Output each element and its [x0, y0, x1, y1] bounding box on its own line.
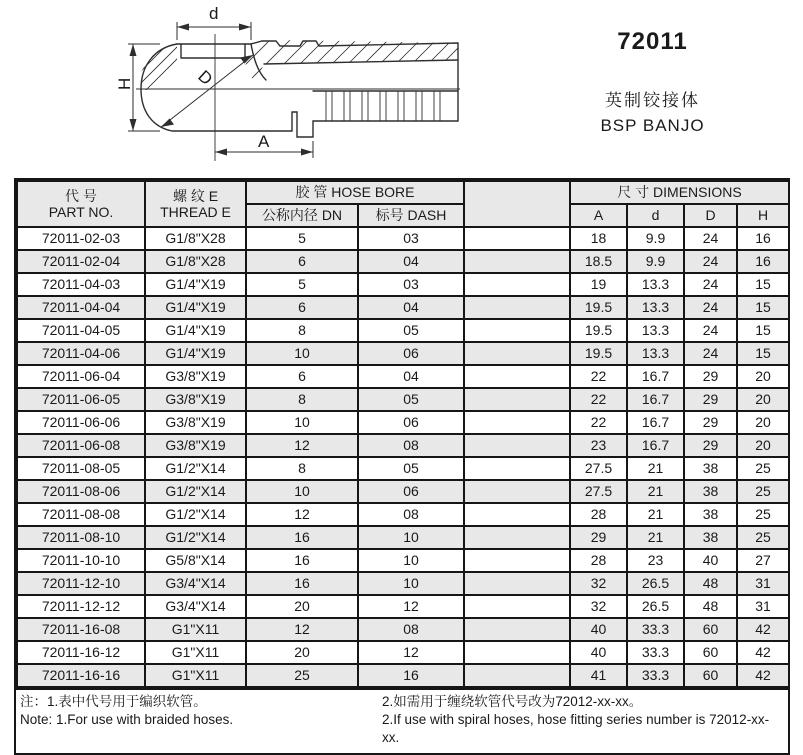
- table-row: [17, 503, 789, 526]
- table-cell-dn: 25: [246, 664, 358, 687]
- table-cell-H: 20: [737, 388, 789, 411]
- table-cell-d: 26.5: [627, 595, 684, 618]
- footnote-cn-2: 2.如需用于缠绕软管代号改为72012-xx-xx。: [382, 694, 643, 709]
- table-cell-H: 42: [737, 618, 789, 641]
- table-row: [17, 457, 789, 480]
- table-cell-thread: G3/4"X14: [145, 572, 246, 595]
- table-cell-thread: G1/4"X19: [145, 342, 246, 365]
- product-name-cn: 英制铰接体: [605, 91, 700, 110]
- table-row: [17, 434, 789, 457]
- table-cell-d: 9.9: [627, 227, 684, 250]
- table-cell-dn: 16: [246, 572, 358, 595]
- table-cell-dn: 8: [246, 457, 358, 480]
- table-cell-A: 41: [570, 664, 627, 687]
- table-cell-part: 72011-16-08: [17, 618, 145, 641]
- dim-label-D: D: [194, 66, 217, 89]
- table-cell-thread: G1/2"X14: [145, 503, 246, 526]
- table-cell-dash: 10: [358, 572, 464, 595]
- table-cell-dn: 20: [246, 641, 358, 664]
- table-cell-thread: G3/4"X14: [145, 595, 246, 618]
- table-cell-A: 19.5: [570, 296, 627, 319]
- col-header-dash: 标号 DASH: [358, 204, 464, 227]
- table-cell-d: 33.3: [627, 618, 684, 641]
- table-cell-A: 22: [570, 411, 627, 434]
- col-header-thread-cn: 螺 纹 E: [172, 187, 219, 204]
- table-cell-dn: 10: [246, 480, 358, 503]
- table-cell-dash: 04: [358, 250, 464, 273]
- table-body: [17, 227, 789, 687]
- table-row: [17, 411, 789, 434]
- table-cell-H: 42: [737, 664, 789, 687]
- table-cell-A: 22: [570, 388, 627, 411]
- table-row: [17, 319, 789, 342]
- table-cell-H: 25: [737, 503, 789, 526]
- table-cell-part: 72011-16-16: [17, 664, 145, 687]
- col-header-thread-en: THREAD E: [160, 204, 231, 220]
- table-cell-blank: [464, 296, 570, 319]
- table-row: [17, 526, 789, 549]
- table-cell-H: 20: [737, 365, 789, 388]
- table-cell-dash: 05: [358, 319, 464, 342]
- table-cell-dash: 04: [358, 365, 464, 388]
- col-header-d: d: [627, 204, 684, 227]
- col-header-A: A: [570, 204, 627, 227]
- table-cell-dn: 16: [246, 526, 358, 549]
- table-cell-dash: 06: [358, 480, 464, 503]
- table-cell-D: 29: [684, 434, 737, 457]
- table-cell-blank: [464, 434, 570, 457]
- table-cell-D: 24: [684, 273, 737, 296]
- table-cell-d: 33.3: [627, 664, 684, 687]
- table-cell-thread: G3/8"X19: [145, 434, 246, 457]
- table-cell-dn: 8: [246, 388, 358, 411]
- col-header-part-no-en: PART NO.: [48, 204, 114, 220]
- table-cell-part: 72011-04-03: [17, 273, 145, 296]
- table-cell-dn: 12: [246, 618, 358, 641]
- table-cell-d: 13.3: [627, 296, 684, 319]
- table-cell-dash: 10: [358, 526, 464, 549]
- table-row: [17, 342, 789, 365]
- table-cell-blank: [464, 526, 570, 549]
- spec-sheet: [14, 178, 790, 755]
- table-cell-blank: [464, 250, 570, 273]
- table-row: [17, 480, 789, 503]
- table-cell-H: 25: [737, 480, 789, 503]
- table-cell-d: 26.5: [627, 572, 684, 595]
- table-cell-H: 27: [737, 549, 789, 572]
- table-cell-A: 19: [570, 273, 627, 296]
- table-cell-part: 72011-12-10: [17, 572, 145, 595]
- table-cell-dash: 12: [358, 595, 464, 618]
- table-cell-H: 15: [737, 273, 789, 296]
- table-cell-D: 48: [684, 572, 737, 595]
- table-cell-dn: 6: [246, 365, 358, 388]
- table-cell-A: 18: [570, 227, 627, 250]
- table-cell-H: 16: [737, 250, 789, 273]
- title-block: [530, 28, 775, 136]
- table-cell-d: 16.7: [627, 388, 684, 411]
- table-cell-H: 15: [737, 342, 789, 365]
- table-cell-thread: G1"X11: [145, 664, 246, 687]
- table-cell-thread: G1/8"X28: [145, 250, 246, 273]
- col-header-D: D: [684, 204, 737, 227]
- table-cell-d: 21: [627, 480, 684, 503]
- table-cell-d: 21: [627, 526, 684, 549]
- table-cell-part: 72011-10-10: [17, 549, 145, 572]
- table-cell-dn: 5: [246, 227, 358, 250]
- footnote-line-en: [20, 711, 784, 747]
- table-cell-dash: 08: [358, 618, 464, 641]
- table-cell-H: 31: [737, 572, 789, 595]
- series-code: 72011: [617, 28, 688, 55]
- table-cell-blank: [464, 342, 570, 365]
- table-cell-D: 38: [684, 457, 737, 480]
- table-cell-thread: G1/4"X19: [145, 296, 246, 319]
- dim-label-A: A: [258, 132, 270, 151]
- table-cell-H: 20: [737, 411, 789, 434]
- table-cell-thread: G1"X11: [145, 641, 246, 664]
- table-cell-part: 72011-08-08: [17, 503, 145, 526]
- table-cell-A: 23: [570, 434, 627, 457]
- table-cell-part: 72011-16-12: [17, 641, 145, 664]
- col-header-dn: 公称内径 DN: [246, 204, 358, 227]
- table-cell-D: 29: [684, 388, 737, 411]
- table-cell-A: 40: [570, 641, 627, 664]
- col-header-dimensions: 尺 寸 DIMENSIONS: [570, 181, 789, 204]
- table-cell-D: 29: [684, 411, 737, 434]
- table-cell-A: 28: [570, 549, 627, 572]
- table-row: [17, 365, 789, 388]
- table-cell-part: 72011-06-08: [17, 434, 145, 457]
- table-cell-part: 72011-04-06: [17, 342, 145, 365]
- table-cell-blank: [464, 411, 570, 434]
- table-cell-dash: 05: [358, 388, 464, 411]
- footnote-en-2: 2.If use with spiral hoses, hose fitting series number is 72012-xx-xx.: [382, 712, 770, 746]
- table-cell-D: 60: [684, 641, 737, 664]
- table-cell-D: 40: [684, 549, 737, 572]
- table-cell-dash: 10: [358, 549, 464, 572]
- table-cell-D: 24: [684, 319, 737, 342]
- product-name-en: BSP BANJO: [600, 116, 705, 135]
- table-cell-dn: 6: [246, 296, 358, 319]
- table-cell-d: 13.3: [627, 273, 684, 296]
- table-cell-thread: G1/2"X14: [145, 526, 246, 549]
- table-cell-dash: 05: [358, 457, 464, 480]
- col-header-blank: [464, 181, 570, 227]
- table-cell-dn: 6: [246, 250, 358, 273]
- table-cell-thread: G5/8"X14: [145, 549, 246, 572]
- table-cell-A: 22: [570, 365, 627, 388]
- table-cell-part: 72011-08-05: [17, 457, 145, 480]
- table-cell-d: 13.3: [627, 342, 684, 365]
- table-cell-H: 20: [737, 434, 789, 457]
- table-cell-dn: 12: [246, 434, 358, 457]
- table-cell-part: 72011-08-06: [17, 480, 145, 503]
- table-cell-dash: 16: [358, 664, 464, 687]
- table-cell-part: 72011-04-05: [17, 319, 145, 342]
- table-cell-D: 24: [684, 227, 737, 250]
- table-cell-D: 24: [684, 250, 737, 273]
- table-cell-dn: 10: [246, 411, 358, 434]
- table-cell-dn: 16: [246, 549, 358, 572]
- col-header-part-no-cn: 代 号: [65, 187, 97, 204]
- table-cell-blank: [464, 227, 570, 250]
- table-cell-D: 60: [684, 664, 737, 687]
- table-cell-dn: 10: [246, 342, 358, 365]
- table-row: [17, 388, 789, 411]
- footnote-en-1: Note: 1.For use with braided hoses.: [20, 712, 234, 728]
- table-cell-part: 72011-06-05: [17, 388, 145, 411]
- table-cell-dn: 8: [246, 319, 358, 342]
- table-cell-thread: G3/8"X19: [145, 411, 246, 434]
- footnote-cn-1: 注：1.表中代号用于编织软管。: [20, 694, 207, 709]
- table-cell-part: 72011-04-04: [17, 296, 145, 319]
- table-cell-d: 33.3: [627, 641, 684, 664]
- dim-label-H: H: [115, 77, 134, 90]
- table-cell-D: 60: [684, 618, 737, 641]
- table-cell-blank: [464, 549, 570, 572]
- table-cell-dash: 03: [358, 227, 464, 250]
- table-cell-H: 25: [737, 457, 789, 480]
- table-row: [17, 273, 789, 296]
- col-header-H: H: [737, 204, 789, 227]
- table-cell-d: 16.7: [627, 365, 684, 388]
- col-header-hose-bore: 胶 管 HOSE BORE: [246, 181, 464, 204]
- header-area: [0, 0, 803, 176]
- table-cell-d: 13.3: [627, 319, 684, 342]
- table-cell-H: 16: [737, 227, 789, 250]
- table-cell-A: 29: [570, 526, 627, 549]
- table-cell-dash: 12: [358, 641, 464, 664]
- table-cell-H: 31: [737, 595, 789, 618]
- table-row: [17, 296, 789, 319]
- table-cell-dash: 06: [358, 342, 464, 365]
- table-cell-blank: [464, 273, 570, 296]
- table-cell-A: 32: [570, 572, 627, 595]
- table-cell-D: 38: [684, 503, 737, 526]
- table-cell-D: 24: [684, 342, 737, 365]
- banjo-fitting-drawing: [0, 0, 470, 172]
- dim-label-d: d: [209, 4, 219, 23]
- table-cell-D: 38: [684, 480, 737, 503]
- table-cell-part: 72011-12-12: [17, 595, 145, 618]
- table-cell-thread: G3/8"X19: [145, 388, 246, 411]
- table-cell-A: 28: [570, 503, 627, 526]
- table-cell-thread: G1/2"X14: [145, 480, 246, 503]
- table-cell-blank: [464, 503, 570, 526]
- table-cell-d: 16.7: [627, 411, 684, 434]
- table-cell-d: 9.9: [627, 250, 684, 273]
- table-cell-blank: [464, 319, 570, 342]
- table-cell-H: 42: [737, 641, 789, 664]
- table-cell-A: 32: [570, 595, 627, 618]
- table-cell-D: 38: [684, 526, 737, 549]
- table-row: [17, 641, 789, 664]
- table-cell-D: 48: [684, 595, 737, 618]
- table-cell-blank: [464, 664, 570, 687]
- table-cell-dash: 06: [358, 411, 464, 434]
- table-cell-blank: [464, 388, 570, 411]
- table-cell-dn: 20: [246, 595, 358, 618]
- table-cell-blank: [464, 457, 570, 480]
- table-cell-thread: G1/4"X19: [145, 273, 246, 296]
- spec-table: [16, 180, 790, 688]
- table-cell-dash: 08: [358, 503, 464, 526]
- table-cell-d: 21: [627, 457, 684, 480]
- table-cell-thread: G1"X11: [145, 618, 246, 641]
- table-cell-blank: [464, 480, 570, 503]
- table-cell-part: 72011-02-04: [17, 250, 145, 273]
- table-cell-part: 72011-06-06: [17, 411, 145, 434]
- table-cell-d: 21: [627, 503, 684, 526]
- table-cell-A: 18.5: [570, 250, 627, 273]
- table-row: [17, 572, 789, 595]
- table-cell-A: 27.5: [570, 457, 627, 480]
- table-row: [17, 618, 789, 641]
- table-cell-A: 19.5: [570, 342, 627, 365]
- table-cell-dash: 03: [358, 273, 464, 296]
- table-cell-thread: G1/2"X14: [145, 457, 246, 480]
- table-cell-dn: 5: [246, 273, 358, 296]
- table-cell-d: 23: [627, 549, 684, 572]
- table-cell-H: 25: [737, 526, 789, 549]
- table-cell-H: 15: [737, 319, 789, 342]
- table-cell-dash: 08: [358, 434, 464, 457]
- table-row: [17, 595, 789, 618]
- table-cell-thread: G1/8"X28: [145, 227, 246, 250]
- table-cell-part: 72011-02-03: [17, 227, 145, 250]
- table-cell-part: 72011-06-04: [17, 365, 145, 388]
- table-cell-blank: [464, 572, 570, 595]
- table-cell-D: 29: [684, 365, 737, 388]
- table-cell-dash: 04: [358, 296, 464, 319]
- table-cell-D: 24: [684, 296, 737, 319]
- table-cell-blank: [464, 365, 570, 388]
- table-cell-A: 40: [570, 618, 627, 641]
- table-row: [17, 227, 789, 250]
- table-cell-blank: [464, 618, 570, 641]
- table-cell-blank: [464, 641, 570, 664]
- table-cell-dn: 12: [246, 503, 358, 526]
- footnote-line-cn: [20, 693, 784, 711]
- table-row: [17, 250, 789, 273]
- table-row: [17, 664, 789, 687]
- table-cell-thread: G1/4"X19: [145, 319, 246, 342]
- table-cell-A: 19.5: [570, 319, 627, 342]
- col-header-thread: [145, 181, 246, 227]
- table-row: [17, 549, 789, 572]
- table-cell-A: 27.5: [570, 480, 627, 503]
- table-header: [17, 181, 789, 227]
- table-cell-thread: G3/8"X19: [145, 365, 246, 388]
- table-cell-part: 72011-08-10: [17, 526, 145, 549]
- footnotes: [16, 688, 788, 753]
- table-cell-H: 15: [737, 296, 789, 319]
- table-cell-blank: [464, 595, 570, 618]
- table-cell-d: 16.7: [627, 434, 684, 457]
- col-header-part-no: [17, 181, 145, 227]
